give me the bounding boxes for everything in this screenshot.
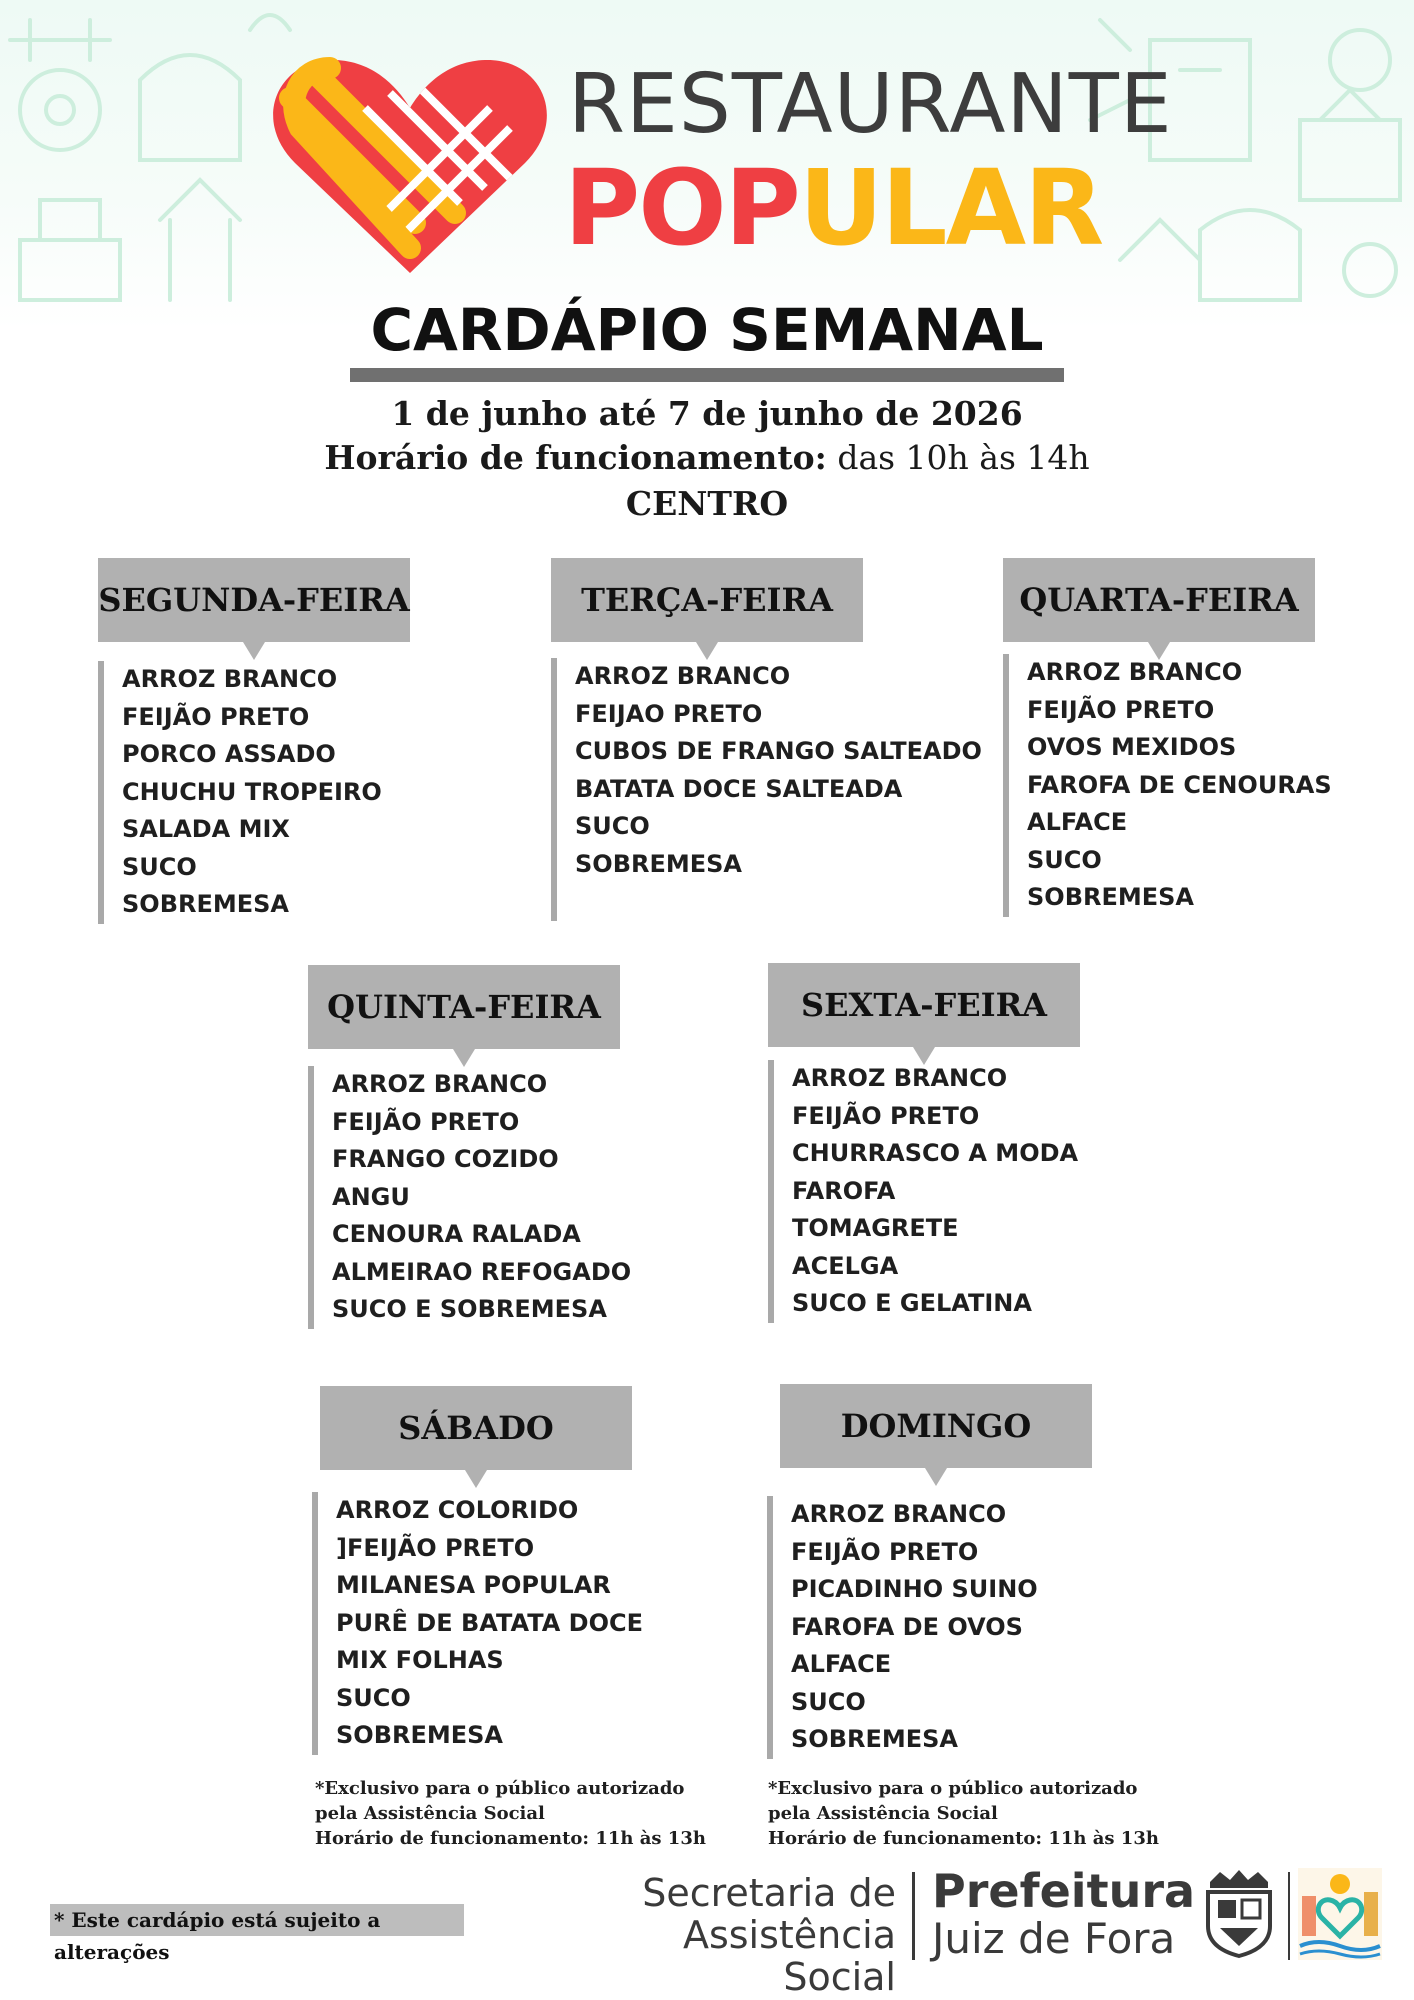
menu-list-sunday (767, 1496, 1038, 1759)
menu-item: SUCO E SOBREMESA (332, 1295, 607, 1323)
menu-item: ARROZ COLORIDO (336, 1496, 579, 1524)
opening-hours-value: das 10h às 14h (826, 438, 1090, 477)
menu-item: ARROZ BRANCO (792, 1064, 1008, 1092)
menu-list-thursday (308, 1066, 631, 1329)
menu-item: CHUCHU TROPEIRO (122, 777, 382, 806)
menu-item: SOBREMESA (791, 1725, 958, 1753)
day-header-monday: SEGUNDA-FEIRA (98, 558, 410, 642)
menu-item: SUCO (1027, 845, 1102, 874)
menu-item: FAROFA DE CENOURAS (1027, 770, 1332, 799)
menu-item: FAROFA DE OVOS (791, 1612, 1023, 1641)
menu-item: FEIJÃO PRETO (791, 1537, 979, 1566)
day-header-saturday: SÁBADO (320, 1386, 632, 1470)
menu-list-wednesday (1003, 654, 1332, 917)
menu-list-monday (98, 661, 382, 924)
opening-hours (0, 438, 1414, 477)
unit-name: CENTRO (625, 484, 789, 523)
menu-item: MIX FOLHAS (336, 1646, 504, 1674)
menu-item: SALADA MIX (122, 815, 290, 843)
menu-item: CENOURA RALADA (332, 1220, 581, 1248)
menu-item: MILANESA POPULAR (336, 1571, 611, 1599)
menu-item: SOBREMESA (575, 849, 742, 878)
menu-item: CHURRASCO A MODA (792, 1139, 1079, 1167)
city-crest-icon (1200, 1868, 1278, 1960)
prefeitura-logo-text (932, 1866, 1195, 1962)
note-line: Horário de funcionamento: 11h às 13h (768, 1828, 1159, 1849)
menu-item: PURÊ DE BATATA DOCE (336, 1608, 643, 1637)
menu-disclaimer: * Este cardápio está sujeito a alterações (50, 1904, 464, 1936)
note-line: *Exclusivo para o público autorizado (768, 1778, 1138, 1799)
menu-item: TOMAGRETE (792, 1214, 959, 1242)
note-line: pela Assistência Social (768, 1803, 998, 1824)
menu-item: ARROZ BRANCO (791, 1500, 1007, 1528)
menu-item: ALMEIRAO REFOGADO (332, 1257, 632, 1286)
menu-item: ACELGA (792, 1251, 899, 1280)
menu-item: FEIJÃO PRETO (122, 702, 310, 731)
brand-popular-red: POP (564, 147, 799, 269)
menu-item: SUCO (575, 812, 650, 840)
secretaria-line2: Assistência Social (682, 1913, 896, 1999)
prefeitura-line1: Prefeitura (932, 1864, 1196, 1918)
menu-item: FEIJÃO PRETO (792, 1101, 980, 1130)
menu-item: ARROZ BRANCO (1027, 658, 1243, 686)
menu-item: ALFACE (1027, 808, 1128, 836)
day-header-thursday: QUINTA-FEIRA (308, 965, 620, 1049)
menu-item: ARROZ BRANCO (575, 662, 791, 690)
saturday-note (315, 1776, 706, 1851)
menu-item: ALFACE (791, 1650, 892, 1678)
secretaria-logo-text (570, 1872, 896, 1998)
day-header-friday: SEXTA-FEIRA (768, 963, 1080, 1047)
menu-item: SUCO (122, 852, 197, 881)
note-line: pela Assistência Social (315, 1803, 545, 1824)
menu-list-saturday (312, 1492, 643, 1755)
brand-restaurante: RESTAURANTE (568, 57, 1173, 152)
day-header-wednesday: QUARTA-FEIRA (1003, 558, 1315, 642)
menu-item: PICADINHO SUINO (791, 1575, 1038, 1603)
note-line: *Exclusivo para o público autorizado (315, 1778, 685, 1799)
footer-divider (912, 1872, 915, 1960)
date-range: 1 de junho até 7 de junho de 2026 (391, 394, 1023, 433)
juiz-de-fora-city-logo-icon (1296, 1866, 1384, 1962)
menu-item: FRANGO COZIDO (332, 1145, 559, 1173)
menu-item: FAROFA (792, 1176, 896, 1205)
menu-item: ]FEIJÃO PRETO (336, 1533, 535, 1562)
menu-item: ARROZ BRANCO (122, 665, 338, 693)
menu-item: SOBREMESA (122, 890, 289, 918)
menu-list-friday (768, 1060, 1078, 1323)
menu-item: PORCO ASSADO (122, 740, 336, 768)
brand-popular-yellow: ULAR (798, 147, 1103, 269)
day-header-sunday: DOMINGO (780, 1384, 1092, 1468)
note-line: Horário de funcionamento: 11h às 13h (315, 1828, 706, 1849)
menu-item: OVOS MEXIDOS (1027, 733, 1237, 761)
menu-item: SOBREMESA (336, 1721, 503, 1749)
menu-item: BATATA DOCE SALTEADA (575, 774, 903, 803)
menu-list-tuesday (551, 658, 982, 921)
menu-item: SUCO (336, 1683, 411, 1712)
page-title: CARDÁPIO SEMANAL (370, 296, 1044, 364)
menu-item: FEIJAO PRETO (575, 699, 763, 728)
brand-popular (564, 147, 1103, 269)
menu-item: SUCO E GELATINA (792, 1289, 1032, 1317)
menu-item: CUBOS DE FRANGO SALTEADO (575, 737, 982, 765)
secretaria-line1: Secretaria de (642, 1871, 896, 1915)
menu-item: SUCO (791, 1687, 866, 1716)
title-underline (350, 368, 1064, 382)
prefeitura-line2: Juiz de Fora (932, 1914, 1176, 1963)
opening-hours-label: Horário de funcionamento: (324, 438, 827, 477)
menu-item: FEIJÃO PRETO (332, 1107, 520, 1136)
footer-divider (1288, 1872, 1290, 1960)
menu-item: ARROZ BRANCO (332, 1070, 548, 1098)
menu-item: FEIJÃO PRETO (1027, 695, 1215, 724)
sunday-note (768, 1776, 1159, 1851)
menu-item: SOBREMESA (1027, 883, 1194, 911)
menu-item: ANGU (332, 1182, 410, 1211)
restaurante-popular-heart-logo (270, 48, 550, 278)
day-header-tuesday: TERÇA-FEIRA (551, 558, 863, 642)
